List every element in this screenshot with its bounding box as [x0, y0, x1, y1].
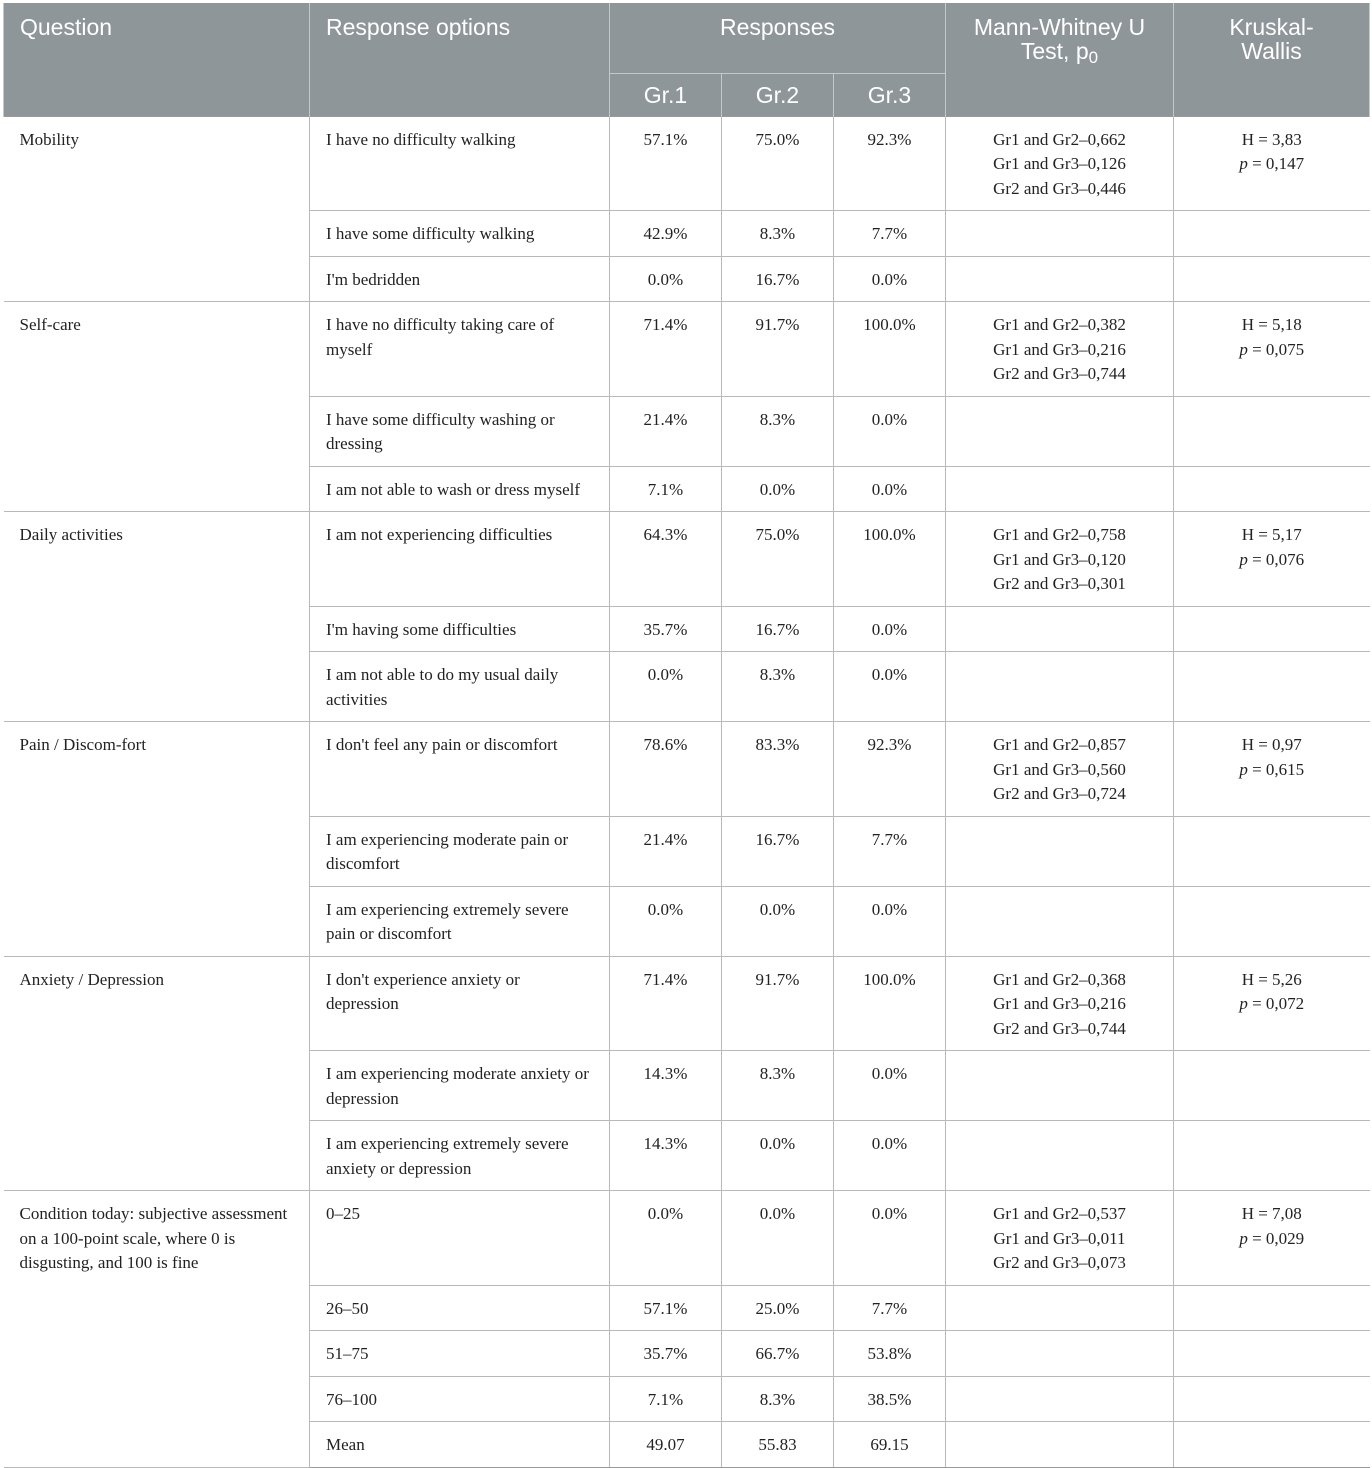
kruskal-p-label: p	[1239, 1228, 1248, 1248]
mann-whitney-value: Gr1 and Gr3–0,560	[993, 759, 1126, 779]
question-cell: Condition today: subjective assessment on a 100-point scale, where 0 is disgusting, and 100 is fine	[4, 1191, 310, 1468]
header-mann-whitney	[946, 3, 1174, 116]
table-row	[4, 116, 1370, 211]
gr1-cell: 78.6%	[610, 722, 722, 817]
gr3-cell: 92.3%	[834, 116, 946, 211]
kruskal-p-line	[1190, 758, 1354, 783]
header-question: Question	[4, 3, 310, 116]
response-option-cell: I have some difficulty washing or dressing	[310, 396, 610, 466]
mann-whitney-value: Gr1 and Gr2–0,537	[993, 1204, 1126, 1223]
gr2-cell: 75.0%	[722, 512, 834, 607]
mann-whitney-value: Gr2 and Gr3–0,073	[993, 1253, 1126, 1272]
mann-whitney-cell	[946, 606, 1174, 652]
mann-whitney-cell	[946, 816, 1174, 886]
kruskal-p-line	[1190, 152, 1354, 177]
gr3-cell: 0.0%	[834, 606, 946, 652]
response-option-cell: 0–25	[310, 1191, 610, 1286]
kruskal-h-value: H = 3,83	[1241, 129, 1302, 149]
kruskal-wallis-cell	[1174, 1121, 1370, 1191]
kruskal-p-label: p	[1239, 154, 1248, 173]
mann-whitney-value: Gr1 and Gr3–0,126	[993, 154, 1126, 173]
kruskal-wallis-cell	[1174, 302, 1370, 397]
gr2-cell: 8.3%	[722, 1051, 834, 1121]
mann-whitney-value: Gr1 and Gr2–0,368	[993, 969, 1126, 989]
table-row	[4, 302, 1370, 397]
gr3-cell: 92.3%	[834, 722, 946, 817]
mann-whitney-value: Gr1 and Gr3–0,216	[993, 994, 1126, 1013]
response-option-cell: I have no difficulty walking	[310, 116, 610, 211]
kruskal-wallis-cell	[1174, 816, 1370, 886]
kruskal-h-value: H = 5,26	[1241, 969, 1302, 989]
gr1-cell: 71.4%	[610, 956, 722, 1051]
mann-whitney-value: Gr1 and Gr2–0,857	[993, 735, 1126, 754]
kruskal-h-value: H = 0,97	[1241, 735, 1302, 754]
mann-whitney-cell	[946, 1051, 1174, 1121]
mann-whitney-cell	[946, 1191, 1174, 1286]
response-option-cell: Mean	[310, 1422, 610, 1468]
gr2-cell: 25.0%	[722, 1285, 834, 1331]
gr2-cell: 0.0%	[722, 886, 834, 956]
results-table	[3, 3, 1370, 1468]
question-cell: Mobility	[4, 116, 310, 302]
mann-whitney-cell	[946, 466, 1174, 512]
kruskal-p-label: p	[1239, 549, 1248, 569]
gr3-cell: 69.15	[834, 1422, 946, 1468]
table-row	[4, 956, 1370, 1051]
gr3-cell: 0.0%	[834, 466, 946, 512]
gr2-cell: 0.0%	[722, 1191, 834, 1286]
kruskal-wallis-cell	[1174, 1285, 1370, 1331]
kruskal-wallis-cell	[1174, 211, 1370, 257]
kruskal-p-value: = 0,615	[1247, 759, 1305, 779]
kruskal-p-line	[1190, 548, 1354, 573]
kruskal-p-value: = 0,029	[1247, 1228, 1305, 1248]
gr3-cell: 100.0%	[834, 302, 946, 397]
response-option-cell: 76–100	[310, 1376, 610, 1422]
header-gr3: Gr.3	[834, 73, 946, 116]
header-mann-whitney-sub: 0	[1088, 48, 1099, 67]
kruskal-wallis-cell	[1174, 722, 1370, 817]
gr1-cell: 21.4%	[610, 396, 722, 466]
kruskal-wallis-cell	[1174, 466, 1370, 512]
response-option-cell: I don't experience anxiety or depression	[310, 956, 610, 1051]
table-header	[4, 3, 1370, 116]
kruskal-wallis-cell	[1174, 956, 1370, 1051]
gr2-cell: 0.0%	[722, 466, 834, 512]
kruskal-p-value: = 0,072	[1247, 994, 1305, 1013]
response-option-cell: I'm having some difficulties	[310, 606, 610, 652]
mann-whitney-cell	[946, 211, 1174, 257]
mann-whitney-cell	[946, 886, 1174, 956]
kruskal-wallis-cell	[1174, 606, 1370, 652]
gr3-cell: 7.7%	[834, 211, 946, 257]
header-gr1: Gr.1	[610, 73, 722, 116]
gr2-cell: 83.3%	[722, 722, 834, 817]
gr1-cell: 35.7%	[610, 606, 722, 652]
gr1-cell: 64.3%	[610, 512, 722, 607]
mann-whitney-cell	[946, 1285, 1174, 1331]
gr1-cell: 35.7%	[610, 1331, 722, 1377]
kruskal-h-value: H = 7,08	[1241, 1204, 1302, 1223]
table-body	[4, 116, 1370, 1467]
header-gr2: Gr.2	[722, 73, 834, 116]
gr3-cell: 0.0%	[834, 256, 946, 302]
header-responses: Responses	[610, 3, 946, 73]
gr1-cell: 14.3%	[610, 1051, 722, 1121]
gr2-cell: 75.0%	[722, 116, 834, 211]
gr3-cell: 0.0%	[834, 652, 946, 722]
kruskal-p-line	[1190, 338, 1354, 363]
mann-whitney-cell	[946, 652, 1174, 722]
mann-whitney-cell	[946, 512, 1174, 607]
kruskal-wallis-cell	[1174, 396, 1370, 466]
gr2-cell: 8.3%	[722, 396, 834, 466]
kruskal-p-line	[1190, 1227, 1354, 1252]
mann-whitney-value: Gr2 and Gr3–0,446	[993, 178, 1126, 198]
gr3-cell: 0.0%	[834, 1121, 946, 1191]
mann-whitney-cell	[946, 956, 1174, 1051]
kruskal-wallis-cell	[1174, 652, 1370, 722]
mann-whitney-value: Gr2 and Gr3–0,301	[993, 574, 1126, 593]
header-mann-whitney-text: Mann-Whitney U Test, p	[973, 14, 1146, 64]
response-option-cell: 51–75	[310, 1331, 610, 1377]
gr1-cell: 0.0%	[610, 256, 722, 302]
gr1-cell: 7.1%	[610, 466, 722, 512]
kruskal-wallis-cell	[1174, 886, 1370, 956]
gr1-cell: 0.0%	[610, 1191, 722, 1286]
gr2-cell: 55.83	[722, 1422, 834, 1468]
gr3-cell: 7.7%	[834, 816, 946, 886]
mann-whitney-cell	[946, 302, 1174, 397]
header-kruskal-line1: Kruskal-	[1229, 14, 1314, 40]
gr3-cell: 0.0%	[834, 396, 946, 466]
question-cell: Self-care	[4, 302, 310, 512]
table-row	[4, 512, 1370, 607]
mann-whitney-value: Gr1 and Gr3–0,011	[993, 1228, 1126, 1248]
gr3-cell: 0.0%	[834, 886, 946, 956]
response-option-cell: I am not experiencing difficulties	[310, 512, 610, 607]
mann-whitney-cell	[946, 1121, 1174, 1191]
mann-whitney-cell	[946, 1331, 1174, 1377]
mann-whitney-value: Gr1 and Gr3–0,120	[993, 549, 1126, 569]
kruskal-p-label: p	[1239, 339, 1248, 359]
kruskal-wallis-cell	[1174, 1191, 1370, 1286]
response-option-cell: I don't feel any pain or discomfort	[310, 722, 610, 817]
question-cell: Anxiety / Depression	[4, 956, 310, 1191]
gr2-cell: 8.3%	[722, 652, 834, 722]
table-row	[4, 1191, 1370, 1286]
mann-whitney-value: Gr1 and Gr2–0,382	[993, 315, 1126, 334]
gr2-cell: 16.7%	[722, 606, 834, 652]
kruskal-p-label: p	[1239, 759, 1248, 779]
gr1-cell: 0.0%	[610, 652, 722, 722]
kruskal-h-value: H = 5,17	[1241, 525, 1302, 544]
gr3-cell: 53.8%	[834, 1331, 946, 1377]
header-response-options: Response options	[310, 3, 610, 116]
mann-whitney-value: Gr1 and Gr2–0,758	[993, 525, 1126, 544]
gr2-cell: 16.7%	[722, 256, 834, 302]
response-option-cell: I have some difficulty walking	[310, 211, 610, 257]
gr1-cell: 7.1%	[610, 1376, 722, 1422]
kruskal-wallis-cell	[1174, 512, 1370, 607]
gr1-cell: 57.1%	[610, 1285, 722, 1331]
gr3-cell: 0.0%	[834, 1051, 946, 1121]
gr3-cell: 7.7%	[834, 1285, 946, 1331]
mann-whitney-value: Gr1 and Gr2–0,662	[993, 129, 1126, 149]
table-row	[4, 722, 1370, 817]
kruskal-wallis-cell	[1174, 1051, 1370, 1121]
kruskal-p-value: = 0,147	[1247, 154, 1305, 173]
gr2-cell: 8.3%	[722, 1376, 834, 1422]
gr3-cell: 100.0%	[834, 512, 946, 607]
mann-whitney-value: Gr2 and Gr3–0,744	[993, 1018, 1126, 1038]
mann-whitney-cell	[946, 722, 1174, 817]
gr1-cell: 71.4%	[610, 302, 722, 397]
response-option-cell: I am not able to do my usual daily activities	[310, 652, 610, 722]
response-option-cell: I am experiencing moderate anxiety or depression	[310, 1051, 610, 1121]
gr3-cell: 38.5%	[834, 1376, 946, 1422]
gr1-cell: 14.3%	[610, 1121, 722, 1191]
mann-whitney-cell	[946, 396, 1174, 466]
mann-whitney-cell	[946, 256, 1174, 302]
kruskal-p-label: p	[1239, 994, 1248, 1013]
gr2-cell: 0.0%	[722, 1121, 834, 1191]
mann-whitney-cell	[946, 1376, 1174, 1422]
gr3-cell: 0.0%	[834, 1191, 946, 1286]
mann-whitney-value: Gr1 and Gr3–0,216	[993, 339, 1126, 359]
response-option-cell: I am experiencing extremely severe anxiety or depression	[310, 1121, 610, 1191]
question-cell: Daily activities	[4, 512, 310, 722]
mann-whitney-value: Gr2 and Gr3–0,724	[993, 784, 1126, 803]
gr1-cell: 49.07	[610, 1422, 722, 1468]
kruskal-p-value: = 0,076	[1247, 549, 1305, 569]
header-kruskal-line2: Wallis	[1241, 38, 1302, 64]
gr1-cell: 42.9%	[610, 211, 722, 257]
kruskal-p-value: = 0,075	[1247, 339, 1305, 359]
response-option-cell: I have no difficulty taking care of myself	[310, 302, 610, 397]
question-cell: Pain / Discom-fort	[4, 722, 310, 957]
kruskal-wallis-cell	[1174, 1376, 1370, 1422]
gr2-cell: 8.3%	[722, 211, 834, 257]
gr1-cell: 21.4%	[610, 816, 722, 886]
response-option-cell: I am experiencing moderate pain or discomfort	[310, 816, 610, 886]
gr2-cell: 16.7%	[722, 816, 834, 886]
kruskal-wallis-cell	[1174, 256, 1370, 302]
gr1-cell: 0.0%	[610, 886, 722, 956]
gr3-cell: 100.0%	[834, 956, 946, 1051]
mann-whitney-value: Gr2 and Gr3–0,744	[993, 364, 1126, 383]
kruskal-h-value: H = 5,18	[1241, 315, 1302, 334]
kruskal-p-line	[1190, 992, 1354, 1017]
gr2-cell: 91.7%	[722, 956, 834, 1051]
header-kruskal-wallis	[1174, 3, 1370, 116]
response-option-cell: I am not able to wash or dress myself	[310, 466, 610, 512]
mann-whitney-cell	[946, 1422, 1174, 1468]
kruskal-wallis-cell	[1174, 1422, 1370, 1468]
gr1-cell: 57.1%	[610, 116, 722, 211]
response-option-cell: I'm bedridden	[310, 256, 610, 302]
response-option-cell: I am experiencing extremely severe pain or discomfort	[310, 886, 610, 956]
gr2-cell: 66.7%	[722, 1331, 834, 1377]
kruskal-wallis-cell	[1174, 1331, 1370, 1377]
mann-whitney-cell	[946, 116, 1174, 211]
response-option-cell: 26–50	[310, 1285, 610, 1331]
kruskal-wallis-cell	[1174, 116, 1370, 211]
gr2-cell: 91.7%	[722, 302, 834, 397]
